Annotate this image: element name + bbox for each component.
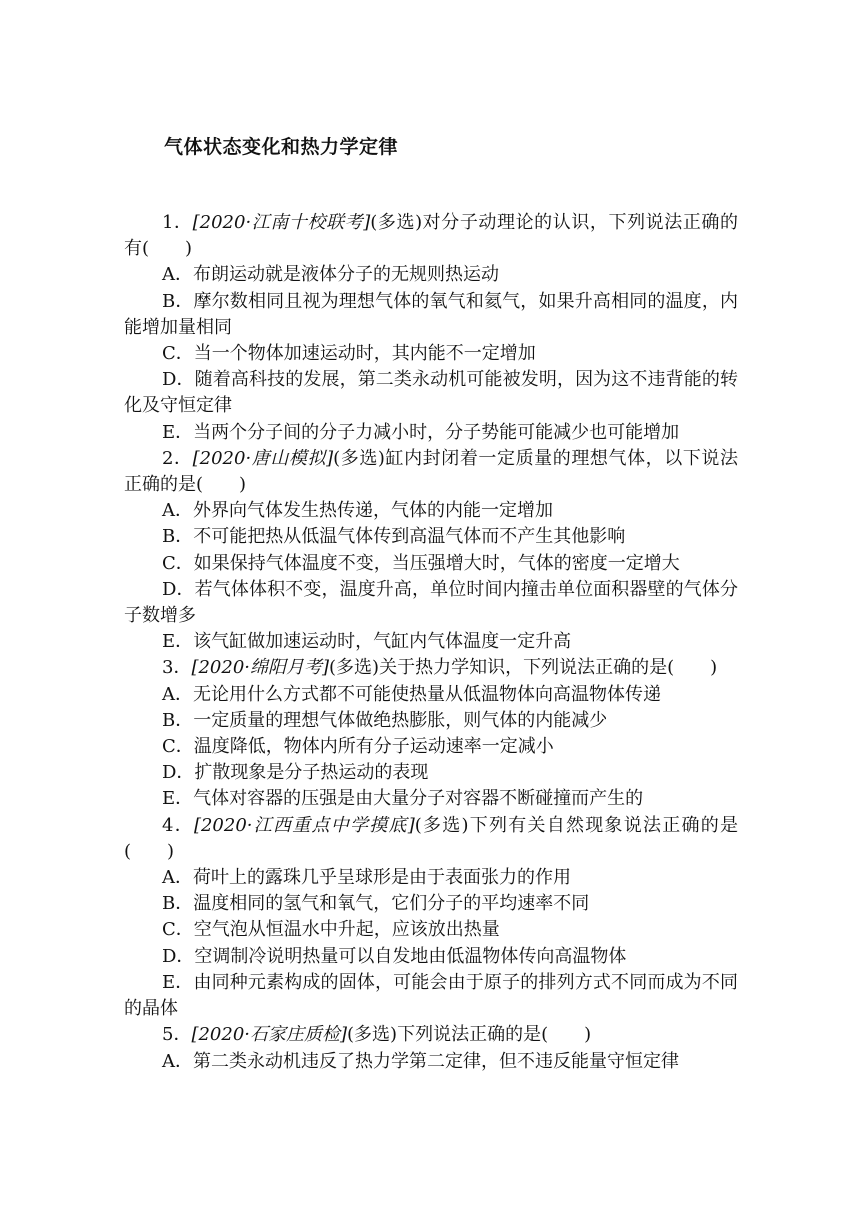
question-source: [2020·唐山模拟] <box>192 447 334 469</box>
option-d: D．扩散现象是分子热运动的表现 <box>162 762 429 784</box>
question-text: (多选)下列有关自然现象说法正确的是( ) <box>124 814 739 862</box>
option-b: B．温度相同的氢气和氧气，它们分子的平均速率不同 <box>162 893 590 915</box>
question-source: [2020·绵阳月考] <box>191 657 330 679</box>
option-c: C．温度降低，物体内所有分子运动速率一定减小 <box>162 736 554 758</box>
option-a: A．第二类永动机违反了热力学第二定律，但不违反能量守恒定律 <box>162 1050 679 1072</box>
question-stem <box>124 210 738 262</box>
question-source: [2020·石家庄质检] <box>191 1024 348 1046</box>
question-source: [2020·江南十校联考] <box>192 212 371 233</box>
question-number: 2． <box>162 447 193 469</box>
question-text: (多选)关于热力学知识，下列说法正确的是( ) <box>329 657 718 679</box>
document-title: 气体状态变化和热力学定律 <box>164 136 399 158</box>
question-stem <box>124 446 738 498</box>
question-number: 4． <box>162 814 194 836</box>
option-b: B．一定质量的理想气体做绝热膨胀，则气体的内能减少 <box>162 709 608 731</box>
question-number: 1． <box>162 212 193 233</box>
question-text: (多选)下列说法正确的是( ) <box>347 1024 592 1046</box>
question-stem <box>124 655 738 681</box>
option-e: E．该气缸做加速运动时，气缸内气体温度一定升高 <box>162 631 572 653</box>
option-a: A．无论用什么方式都不可能使热量从低温物体向高温物体传递 <box>162 683 661 705</box>
question-source: [2020·江西重点中学摸底] <box>193 814 415 836</box>
question-list <box>124 210 738 1075</box>
question-text: (多选)对分子动理论的认识，下列说法正确的有( ) <box>124 212 739 260</box>
option-d: D．若气体体积不变，温度升高，单位时间内撞击单位面积器壁的气体分子数增多 <box>124 578 738 627</box>
option-a: A．布朗运动就是液体分子的无规则热运动 <box>162 264 499 286</box>
option-b: B．摩尔数相同且视为理想气体的氧气和氦气，如果升高相同的温度，内能增加量相同 <box>124 290 738 338</box>
option-c: C．空气泡从恒温水中升起，应该放出热量 <box>162 919 500 941</box>
option-e: E．当两个分子间的分子力减小时，分子势能可能减少也可能增加 <box>162 421 680 443</box>
option-b: B．不可能把热从低温气体传到高温气体而不产生其他影响 <box>162 526 626 548</box>
option-e: E．由同种元素构成的固体，可能会由于原子的排列方式不同而成为不同的晶体 <box>124 971 738 1020</box>
option-e: E．气体对容器的压强是由大量分子对容器不断碰撞而产生的 <box>162 788 644 810</box>
question-number: 3． <box>162 657 192 679</box>
question-text: (多选)缸内封闭着一定质量的理想气体，以下说法正确的是( ) <box>124 447 739 496</box>
option-c: C．如果保持气体温度不变，当压强增大时，气体的密度一定增大 <box>162 552 680 574</box>
option-a: A．荷叶上的露珠几乎呈球形是由于表面张力的作用 <box>162 867 571 889</box>
option-a: A．外界向气体发生热传递，气体的内能一定增加 <box>162 500 553 522</box>
question-number: 5． <box>162 1024 192 1046</box>
question-stem <box>124 813 738 865</box>
option-d: D．随着高科技的发展，第二类永动机可能被发明，因为这不违背能的转化及守恒定律 <box>124 369 738 417</box>
option-d: D．空调制冷说明热量可以自发地由低温物体传向高温物体 <box>162 945 627 967</box>
option-c: C．当一个物体加速运动时，其内能不一定增加 <box>162 343 536 365</box>
question-stem <box>124 1022 738 1048</box>
